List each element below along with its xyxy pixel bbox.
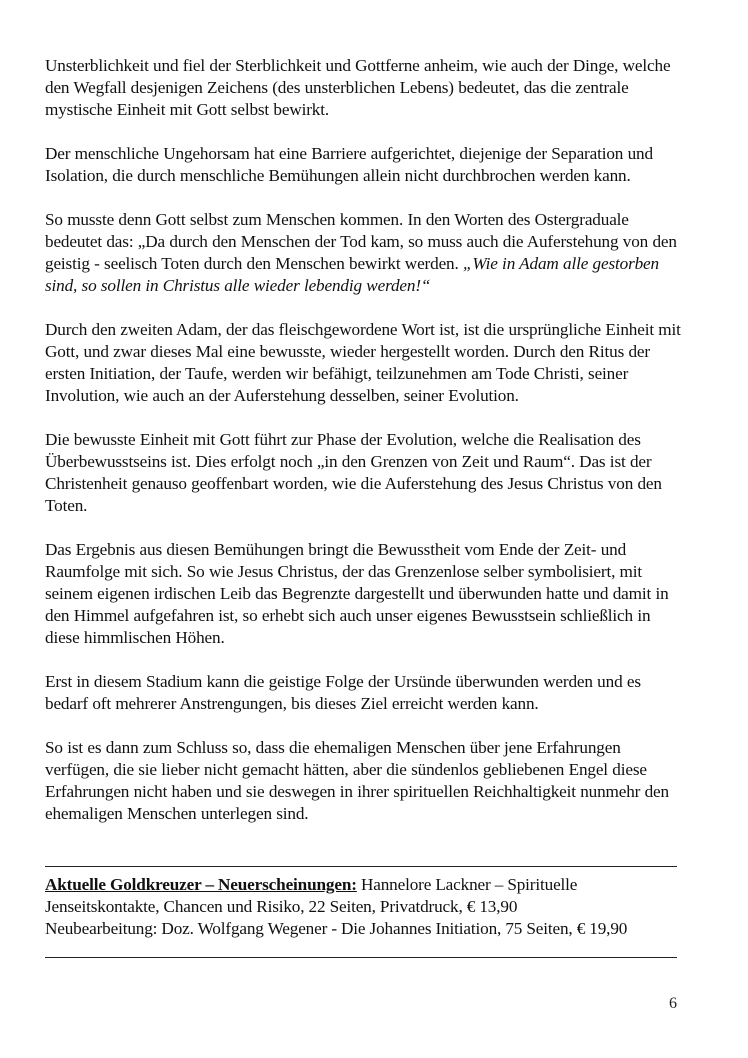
paragraph-8 [45,737,685,825]
paragraph-6 [45,539,685,649]
new-releases-notice [45,874,685,940]
paragraph-4 [45,319,685,407]
paragraph-7 [45,671,685,715]
notice-text: Hannelore Lackner – Spirituelle Jenseitskontakte, Chancen und Risiko, 22 Seiten, Privatdruck, € 13,90 [45,875,578,916]
document-body [45,55,685,847]
page-number: 6 [669,995,677,1012]
divider-top [45,866,677,867]
paragraph-text: Unsterblichkeit und fiel der Sterblichkeit und Gottferne anheim, wie auch der Dinge, welche den Wegfall desjenigen Zeichens (des unsterblichen Lebens) bedeutet, das die zentrale mystische Einheit mit Gott selbst bewirkt. [45,56,671,119]
paragraph-text: So ist es dann zum Schluss so, dass die ehemaligen Menschen über jene Erfahrungen verfügen, die sie lieber nicht gemacht hätten, aber die sündenlos gebliebenen Engel diese Erfahrungen nicht haben und sie deswegen in ihrer spirituellen Reichhaltigkeit nunmehr den ehemaligen Menschen unterlegen sind. [45,738,669,823]
paragraph-text: Erst in diesem Stadium kann die geistige Folge der Ursünde überwunden werden und es bedarf oft mehrerer Anstrengungen, bis dieses Ziel erreicht werden kann. [45,672,641,713]
paragraph-2 [45,143,685,187]
notice-line-2: Neubearbeitung: Doz. Wolfgang Wegener - Die Johannes Initiation, 75 Seiten, € 19,90 [45,919,628,938]
paragraph-text: Der menschliche Ungehorsam hat eine Barriere aufgerichtet, diejenige der Separation und Isolation, die durch menschliche Bemühungen allein nicht durchbrochen werden kann. [45,144,653,185]
paragraph-text: Das Ergebnis aus diesen Bemühungen bringt die Bewusstheit vom Ende der Zeit- und Raumfolge mit sich. So wie Jesus Christus, der das Grenzenlose selber symbolisiert, mit seinem eigenen irdischen Leib das Begrenzte dargestellt und überwunden hatte und damit in den Himmel aufgefahren ist, so erhebt sich auch unser eigenes Bewusstsein schließlich in diese himmlischen Höhen. [45,540,669,647]
paragraph-5 [45,429,685,517]
paragraph-3 [45,209,685,297]
divider-bottom [45,957,677,958]
notice-heading: Aktuelle Goldkreuzer – Neuerscheinungen: [45,875,357,894]
paragraph-1 [45,55,685,121]
paragraph-text: Die bewusste Einheit mit Gott führt zur Phase der Evolution, welche die Realisation des Überbewusstseins ist. Dies erfolgt noch „in den Grenzen von Zeit und Raum“. Das ist der Christenheit genauso geoffenbart worden, wie die Auferstehung des Jesus Christus von den Toten. [45,430,662,515]
notice-line-1 [45,874,685,918]
paragraph-text: So musste denn Gott selbst zum Menschen kommen. In den Worten des Ostergraduale bedeutet das: „Da durch den Menschen der Tod kam, so muss auch die Auferstehung von den geistig - seelisch Toten durch den Menschen bewirkt werden. [45,210,677,273]
italic-quote: „Wie in Adam alle gestorben sind, so sollen in Christus alle wieder lebendig werden!“ [45,254,659,295]
paragraph-text: Durch den zweiten Adam, der das fleischgewordene Wort ist, ist die ursprüngliche Einheit mit Gott, und zwar dieses Mal eine bewusste, wieder hergestellt worden. Durch den Ritus der ersten Initiation, der Taufe, werden wir befähigt, teilzunehmen am Tode Christi, seiner Involution, wie auch an der Auferstehung desselben, seiner Evolution. [45,320,681,405]
